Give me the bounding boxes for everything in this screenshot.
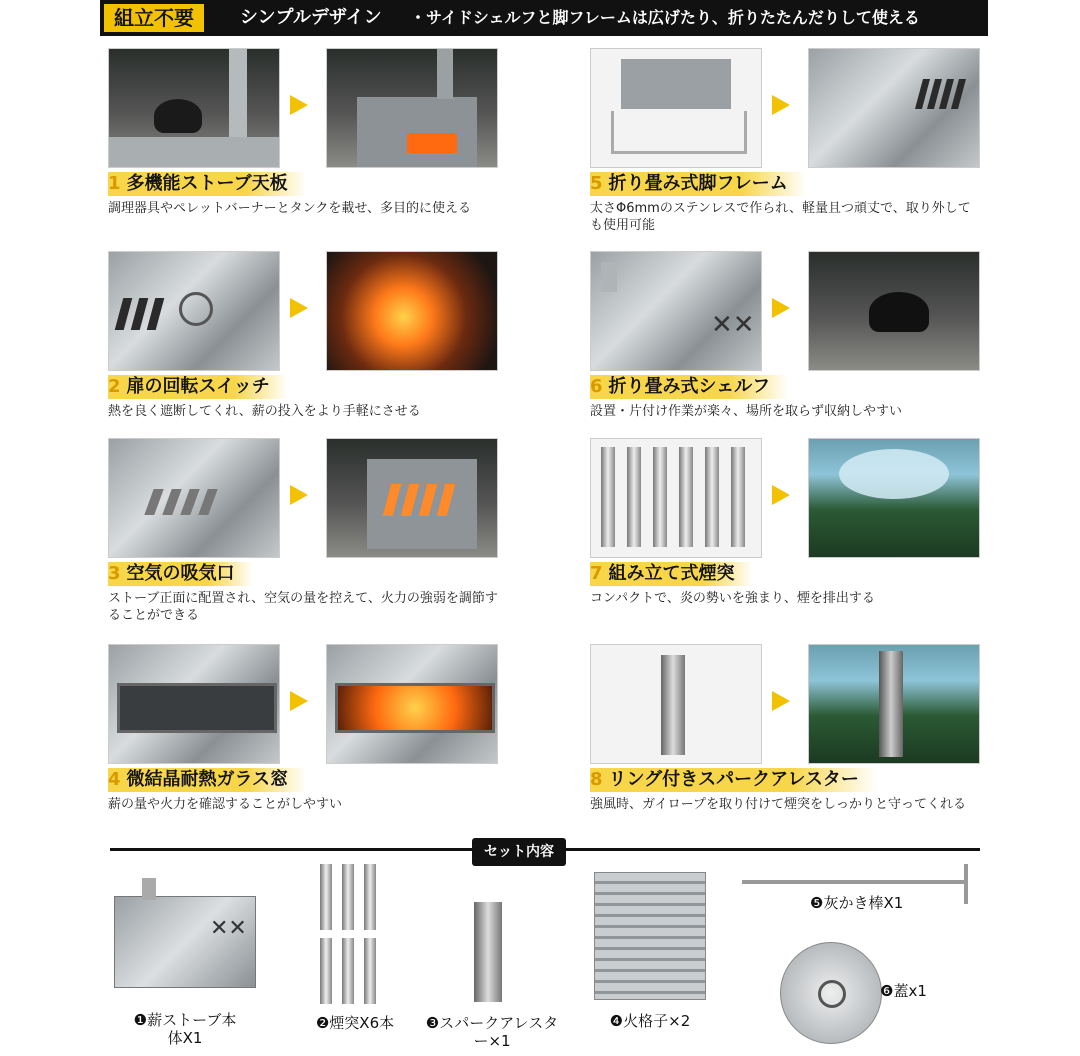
stove-top-kettle-photo <box>108 48 280 168</box>
shelf-kettle-photo <box>808 251 980 371</box>
feature-number: 2 <box>108 376 121 397</box>
feature-5 <box>582 40 1002 235</box>
feature-number: 8 <box>590 769 603 790</box>
arrow-icon <box>290 298 308 318</box>
feature-number: 1 <box>108 173 121 194</box>
banner-title: シンプルデザイン <box>240 7 382 28</box>
set-item-spark-arrestor <box>422 896 562 1051</box>
set-item-stove: ✕✕ ❶薪ストーブ本体X1 <box>110 876 270 1051</box>
no-assembly-badge: 組立不要 <box>104 4 204 32</box>
feature-heading <box>590 768 877 792</box>
set-item-label: ❻蓋x1 <box>880 982 927 1000</box>
feature-description: 設置・片付け作業が楽々、場所を取らず収納しやすい <box>590 404 903 419</box>
banner-subtitle: ・サイドシェルフと脚フレームは広げたり、折りたたんだりして使える <box>410 8 920 27</box>
feature-description: 強風時、ガイロープを取り付けて煙突をしっかりと守ってくれる <box>590 797 966 812</box>
feature-3 <box>100 430 520 625</box>
air-intake-glow-photo <box>326 438 498 558</box>
feature-1 <box>100 40 520 235</box>
leg-frame-photo <box>590 48 762 168</box>
feature-title: 微結晶耐熱ガラス窓 <box>126 769 288 790</box>
feature-description: 薪の量や火力を確認することがしやすい <box>108 797 343 812</box>
arrow-icon <box>290 691 308 711</box>
feature-heading <box>590 172 806 196</box>
feature-number: 3 <box>108 563 121 584</box>
product-sheet <box>100 0 988 1056</box>
set-item-grate <box>580 872 720 1052</box>
feature-number: 6 <box>590 376 603 397</box>
arrow-icon <box>772 691 790 711</box>
feature-8 <box>582 636 1002 831</box>
feature-description: 調理器具やペレットバーナーとタンクを載せ、多目的に使える <box>108 201 471 216</box>
feature-2 <box>100 243 520 438</box>
air-intake-photo <box>108 438 280 558</box>
feature-heading <box>108 172 306 196</box>
arrow-icon <box>290 95 308 115</box>
feature-7 <box>582 430 1002 625</box>
chimney-pipes-photo <box>590 438 762 558</box>
set-item-lid <box>770 940 980 1052</box>
feature-number: 5 <box>590 173 603 194</box>
feature-description: ストーブ正面に配置され、空気の量を控えて、火力の強弱を調節することができる <box>108 591 498 623</box>
feature-heading <box>108 375 288 399</box>
feature-6 <box>582 243 1002 438</box>
feature-title: 折り畳み式シェルフ <box>608 376 771 397</box>
feature-heading <box>108 768 306 792</box>
feature-title: 空気の吸気口 <box>126 563 235 584</box>
set-item-label: ❶薪ストーブ本体X1 <box>133 1011 237 1047</box>
set-item-chimney <box>290 860 420 1050</box>
arrow-icon <box>772 95 790 115</box>
chimney-smoke-photo <box>808 438 980 558</box>
set-item-label: ❹火格子×2 <box>609 1012 691 1030</box>
spark-arrestor-guyrope-photo <box>808 644 980 764</box>
arrow-icon <box>290 485 308 505</box>
feature-description: 太さΦ6mmのステンレスで作られ、軽量且つ頑丈で、取り外しても使用可能 <box>590 201 971 233</box>
feature-4 <box>100 636 520 831</box>
set-item-ash-poker <box>740 860 980 920</box>
feature-number: 7 <box>590 563 603 584</box>
set-item-label: ❸スパークアレスター×1 <box>425 1014 559 1050</box>
top-banner <box>100 0 988 36</box>
feature-title: 折り畳み式脚フレーム <box>608 173 788 194</box>
set-contents-title: セット内容 <box>472 838 566 866</box>
feature-title: 多機能ストーブ天板 <box>126 173 288 194</box>
stove-in-use-photo <box>326 48 498 168</box>
feature-heading <box>590 562 753 586</box>
set-item-label: ❺灰かき棒X1 <box>810 894 904 912</box>
spark-arrestor-photo <box>590 644 762 764</box>
glass-window-photo <box>108 644 280 764</box>
feature-heading <box>590 375 788 399</box>
door-open-fire-photo <box>326 251 498 371</box>
feature-description: 熱を良く遮断してくれ、薪の投入をより手軽にさせる <box>108 404 421 419</box>
feature-description: コンパクトで、炎の勢いを強まり、煙を排出する <box>590 591 875 606</box>
door-switch-photo <box>108 251 280 371</box>
feature-number: 4 <box>108 769 121 790</box>
leg-frame-folded-photo <box>808 48 980 168</box>
feature-title: リング付きスパークアレスター <box>608 769 859 790</box>
arrow-icon <box>772 298 790 318</box>
feature-title: 組み立て式煙突 <box>608 563 735 584</box>
feature-title: 扉の回転スイッチ <box>126 376 270 397</box>
side-shelf-photo: ✕✕ <box>590 251 762 371</box>
glass-window-fire-photo <box>326 644 498 764</box>
arrow-icon <box>772 485 790 505</box>
set-item-label: ❷煙突X6本 <box>315 1014 395 1032</box>
feature-heading <box>108 562 253 586</box>
